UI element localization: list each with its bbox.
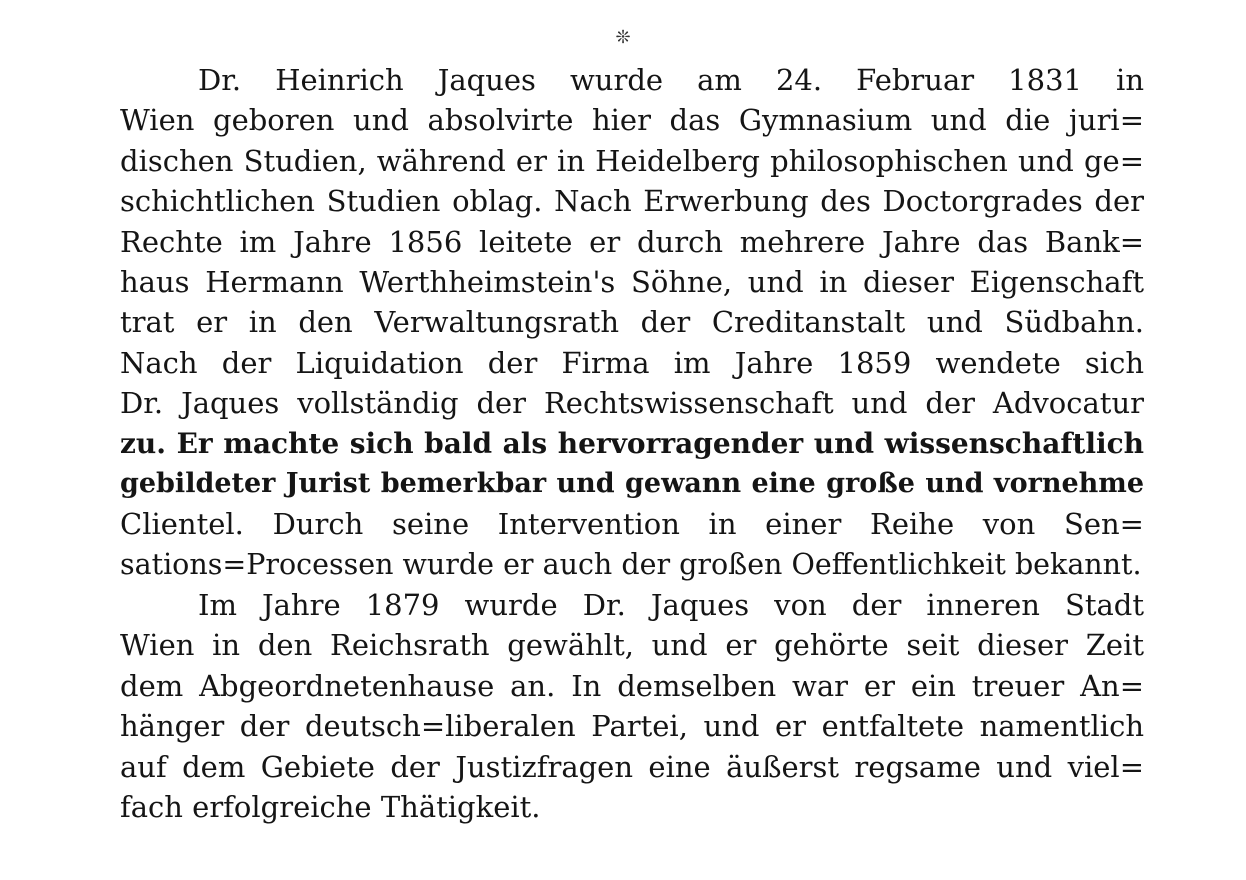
text-line: hänger der deutsch=liberalen Partei, und er entfaltete namentlich <box>120 709 1144 744</box>
text-line: gebildeter Jurist bemerkbar und gewann eine große und vornehme <box>120 467 1144 499</box>
text-line: Nach der Liquidation der Firma im Jahre 1859 wendete sich <box>120 345 1144 380</box>
text-line: dischen Studien, während er in Heidelberg philosophischen und ge= <box>120 143 1144 178</box>
text-line: schichtlichen Studien oblag. Nach Erwerbung des Doctorgrades der <box>120 184 1144 219</box>
text-line: Rechte im Jahre 1856 leitete er durch mehrere Jahre das Bank= <box>120 224 1144 259</box>
text-line: dem Abgeordnetenhause an. In demselben war er ein treuer An= <box>120 668 1144 703</box>
text-line: haus Hermann Werthheimstein's Söhne, und in dieser Eigenschaft <box>120 264 1144 299</box>
text-line: Dr. Heinrich Jaques wurde am 24. Februar 1831 in <box>198 63 1144 97</box>
text-line: trat er in den Verwaltungsrath der Creditanstalt und Südbahn. <box>120 305 1144 340</box>
text-line: sations=Processen wurde er auch der großen Oeffentlichkeit bekannt. <box>120 547 1142 581</box>
text-line: Clientel. Durch seine Intervention in einer Reihe von Sen= <box>120 507 1144 542</box>
text-line: fach erfolgreiche Thätigkeit. <box>120 790 541 825</box>
text-line: Wien geboren und absolvirte hier das Gymnasium und die juri= <box>120 103 1144 138</box>
text-line: auf dem Gebiete der Justizfragen eine äußerst regsame und viel= <box>120 749 1144 784</box>
text-line: Dr. Jaques vollständig der Rechtswissenschaft und der Advocatur <box>120 386 1144 421</box>
biography-text <box>120 60 1144 827</box>
ornament-asterism: ❊ <box>615 27 631 48</box>
text-line: zu. Er machte sich bald als hervorragender und wissenschaftlich <box>120 426 1144 460</box>
text-line: Wien in den Reichsrath gewählt, und er gehörte seit dieser Zeit <box>120 628 1144 663</box>
text-line: Im Jahre 1879 wurde Dr. Jaques von der inneren Stadt <box>198 588 1144 623</box>
